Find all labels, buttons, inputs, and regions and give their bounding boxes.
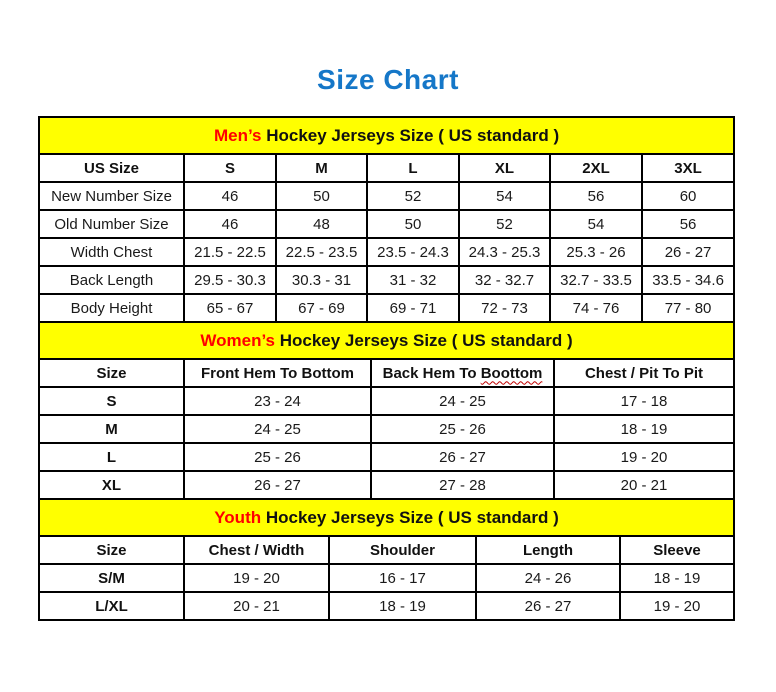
row-label: S xyxy=(39,387,184,415)
size-value: 20 - 21 xyxy=(184,592,329,620)
table-row xyxy=(39,415,734,443)
size-value: 25 - 26 xyxy=(371,415,554,443)
size-value: 52 xyxy=(459,210,550,238)
row-label: S/M xyxy=(39,564,184,592)
size-value: 23 - 24 xyxy=(184,387,371,415)
youth-banner-highlight: Youth xyxy=(214,507,262,527)
size-value: 56 xyxy=(642,210,734,238)
column-header-m: M xyxy=(276,154,367,182)
size-value: 29.5 - 30.3 xyxy=(184,266,276,294)
row-label: Body Height xyxy=(39,294,184,322)
row-label: Width Chest xyxy=(39,238,184,266)
size-value: 54 xyxy=(550,210,642,238)
misspelled-word: Boottom xyxy=(480,364,543,382)
row-label: XL xyxy=(39,471,184,499)
size-value: 67 - 69 xyxy=(276,294,367,322)
table-row xyxy=(39,564,734,592)
row-label: L xyxy=(39,443,184,471)
row-label: Back Length xyxy=(39,266,184,294)
size-value: 24 - 25 xyxy=(371,387,554,415)
womens-banner-highlight: Women’s xyxy=(200,330,275,350)
size-value: 22.5 - 23.5 xyxy=(276,238,367,266)
size-value: 24 - 26 xyxy=(476,564,620,592)
womens-banner-text: Hockey Jerseys Size ( US standard ) xyxy=(275,330,573,350)
size-value: 26 - 27 xyxy=(184,471,371,499)
column-header-shoulder: Shoulder xyxy=(329,536,476,564)
size-value: 25.3 - 26 xyxy=(550,238,642,266)
column-header-2xl: 2XL xyxy=(550,154,642,182)
size-value: 30.3 - 31 xyxy=(276,266,367,294)
column-header-l: L xyxy=(367,154,459,182)
column-header-us-size: US Size xyxy=(39,154,184,182)
size-value: 19 - 20 xyxy=(554,443,734,471)
table-row xyxy=(39,592,734,620)
column-header-chest-width: Chest / Width xyxy=(184,536,329,564)
size-value: 69 - 71 xyxy=(367,294,459,322)
column-header-xl: XL xyxy=(459,154,550,182)
size-value: 33.5 - 34.6 xyxy=(642,266,734,294)
womens-size-table xyxy=(38,321,735,500)
youth-banner-row xyxy=(39,499,734,536)
size-value: 26 - 27 xyxy=(371,443,554,471)
column-header-chest: Chest / Pit To Pit xyxy=(554,359,734,387)
size-value: 26 - 27 xyxy=(476,592,620,620)
column-header-length: Length xyxy=(476,536,620,564)
size-value: 19 - 20 xyxy=(620,592,734,620)
table-row xyxy=(39,238,734,266)
size-value: 18 - 19 xyxy=(554,415,734,443)
page-title: Size Chart xyxy=(317,64,459,95)
column-header-size: Size xyxy=(39,536,184,564)
size-value: 18 - 19 xyxy=(620,564,734,592)
size-value: 20 - 21 xyxy=(554,471,734,499)
row-label: M xyxy=(39,415,184,443)
table-row xyxy=(39,266,734,294)
size-value: 27 - 28 xyxy=(371,471,554,499)
column-header-3xl: 3XL xyxy=(642,154,734,182)
size-value: 74 - 76 xyxy=(550,294,642,322)
mens-section-banner xyxy=(39,117,734,154)
size-value: 46 xyxy=(184,182,276,210)
size-value: 26 - 27 xyxy=(642,238,734,266)
size-value: 52 xyxy=(367,182,459,210)
row-label: New Number Size xyxy=(39,182,184,210)
youth-banner-text: Hockey Jerseys Size ( US standard ) xyxy=(261,507,559,527)
size-value: 60 xyxy=(642,182,734,210)
table-row xyxy=(39,387,734,415)
size-value: 31 - 32 xyxy=(367,266,459,294)
size-value: 16 - 17 xyxy=(329,564,476,592)
mens-size-table xyxy=(38,116,735,323)
table-row xyxy=(39,210,734,238)
womens-banner-row xyxy=(39,322,734,359)
size-value: 50 xyxy=(367,210,459,238)
column-header-sleeve: Sleeve xyxy=(620,536,734,564)
size-value: 54 xyxy=(459,182,550,210)
table-row xyxy=(39,443,734,471)
size-value: 65 - 67 xyxy=(184,294,276,322)
size-value: 24.3 - 25.3 xyxy=(459,238,550,266)
table-row xyxy=(39,471,734,499)
womens-header-row xyxy=(39,359,734,387)
size-value: 77 - 80 xyxy=(642,294,734,322)
size-value: 25 - 26 xyxy=(184,443,371,471)
size-value: 19 - 20 xyxy=(184,564,329,592)
size-value: 17 - 18 xyxy=(554,387,734,415)
size-value: 48 xyxy=(276,210,367,238)
size-value: 18 - 19 xyxy=(329,592,476,620)
table-row xyxy=(39,182,734,210)
mens-header-row xyxy=(39,154,734,182)
column-header-front-hem: Front Hem To Bottom xyxy=(184,359,371,387)
womens-section-banner xyxy=(39,322,734,359)
size-value: 72 - 73 xyxy=(459,294,550,322)
row-label: L/XL xyxy=(39,592,184,620)
row-label: Old Number Size xyxy=(39,210,184,238)
table-row xyxy=(39,294,734,322)
back-hem-label: Back Hem To xyxy=(382,364,477,382)
youth-size-table xyxy=(38,498,735,621)
size-value: 32.7 - 33.5 xyxy=(550,266,642,294)
size-value: 56 xyxy=(550,182,642,210)
column-header-back-hem xyxy=(371,359,554,387)
size-value: 23.5 - 24.3 xyxy=(367,238,459,266)
mens-banner-highlight: Men’s xyxy=(213,125,262,145)
mens-banner-text: Hockey Jerseys Size ( US standard ) xyxy=(261,125,560,145)
size-value: 46 xyxy=(184,210,276,238)
size-value: 24 - 25 xyxy=(184,415,371,443)
size-value: 21.5 - 22.5 xyxy=(184,238,276,266)
mens-banner-row xyxy=(39,117,734,154)
youth-header-row xyxy=(39,536,734,564)
size-value: 50 xyxy=(276,182,367,210)
column-header-size: Size xyxy=(39,359,184,387)
youth-section-banner xyxy=(39,499,734,536)
column-header-s: S xyxy=(184,154,276,182)
size-value: 32 - 32.7 xyxy=(459,266,550,294)
